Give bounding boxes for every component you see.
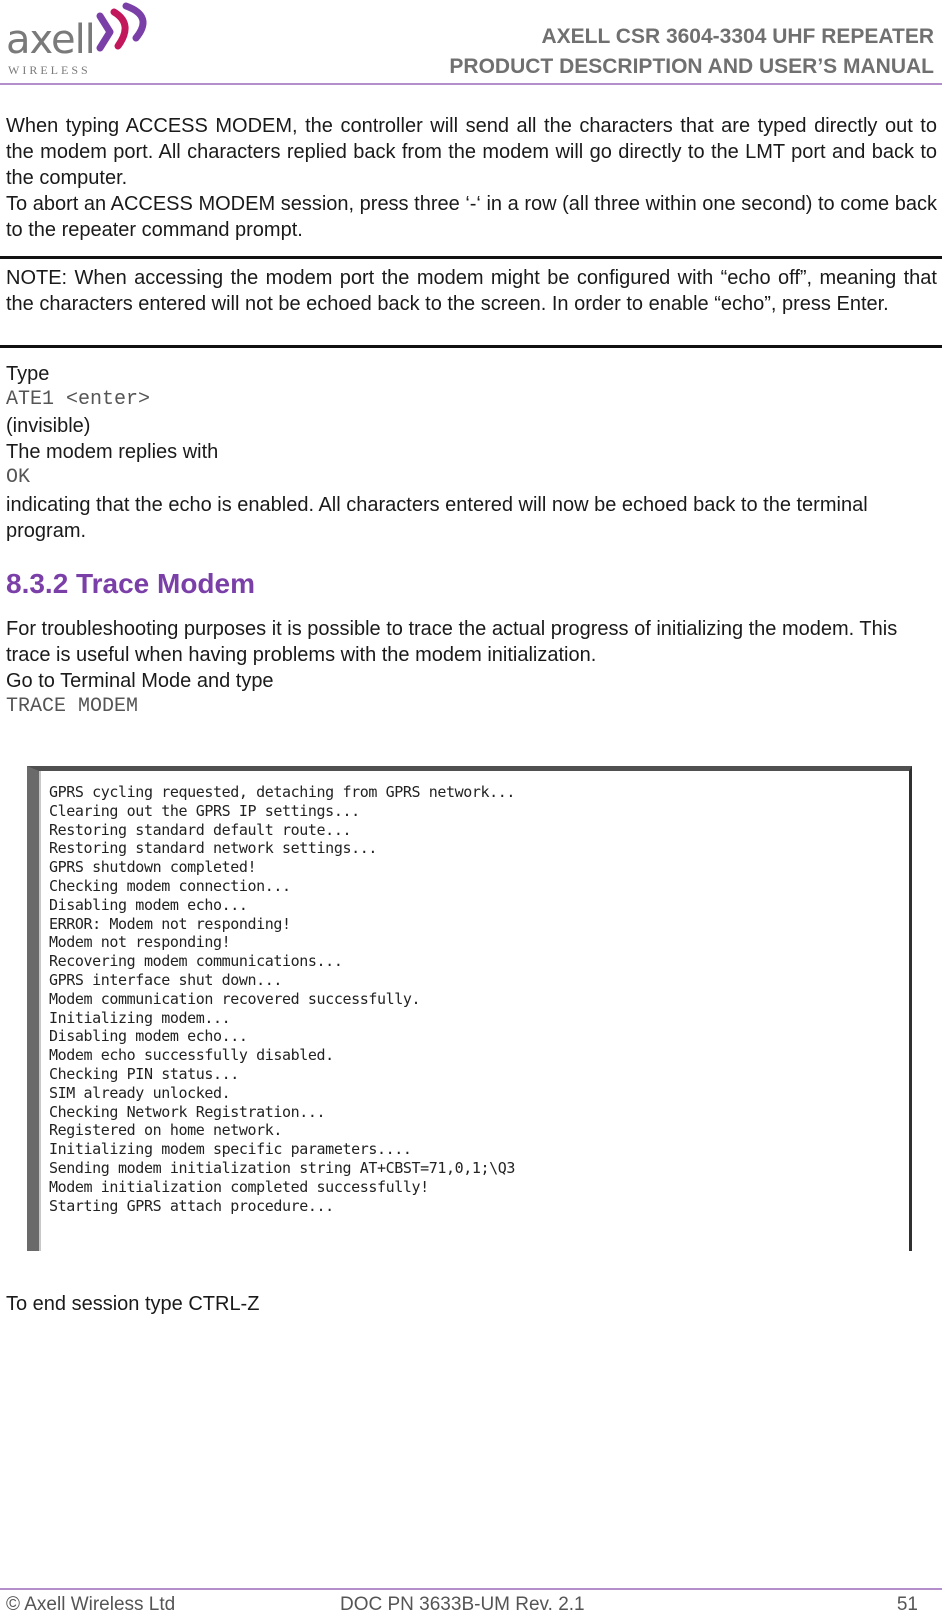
footer-doc-number: DOC PN 3633B-UM Rev. 2.1	[340, 1594, 585, 1615]
paragraph-access-modem: When typing ACCESS MODEM, the controller will send all the characters that are typed directly out to the modem port. All characters replied back from the modem will go directly to the LMT port and back to the computer.	[6, 115, 937, 189]
terminal-line: Checking modem connection...	[49, 876, 291, 895]
footer-page-number: 51	[896, 1594, 918, 1615]
header-divider	[0, 83, 942, 85]
paragraph-echo-enabled: indicating that the echo is enabled. All characters entered will now be echoed back to the terminal program.	[6, 494, 868, 542]
end-session-instruction: To end session type CTRL-Z	[6, 1293, 260, 1315]
terminal-line: Restoring standard default route...	[49, 820, 352, 839]
response-ok: OK	[6, 466, 31, 489]
invisible-note: (invisible)	[6, 415, 91, 437]
note-echo-off: NOTE: When accessing the modem port the modem might be configured with “echo off”, meaning that the characters entered will not be echoed back to the screen. In order to enable “echo”, press Enter.	[6, 267, 937, 315]
footer-divider	[0, 1588, 942, 1590]
terminal-line: Starting GPRS attach procedure...	[49, 1196, 334, 1215]
section-heading-trace-modem: 8.3.2 Trace Modem	[6, 568, 256, 599]
logo-subtitle: WIRELESS	[8, 63, 91, 77]
paragraph-abort-session: To abort an ACCESS MODEM session, press three ‘-‘ in a row (all three within one second) to come back to the repeater command prompt.	[6, 193, 937, 241]
terminal-screenshot	[27, 766, 912, 1251]
terminal-line: Checking Network Registration...	[49, 1102, 326, 1121]
terminal-line: Initializing modem specific parameters....	[49, 1140, 412, 1159]
paragraph-trace-purpose: For troubleshooting purposes it is possible to trace the actual progress of initializing the modem. This trace is useful when having problems with the modem initialization.	[6, 618, 898, 666]
terminal-line: Checking PIN status...	[49, 1064, 239, 1083]
footer-copyright: © Axell Wireless Ltd	[6, 1594, 176, 1615]
terminal-line: Recovering modem communications...	[49, 952, 343, 971]
terminal-line: Initializing modem...	[49, 1008, 231, 1027]
header-title	[449, 22, 934, 82]
terminal-line: Clearing out the GPRS IP settings...	[49, 801, 360, 820]
terminal-line: Registered on home network.	[49, 1121, 283, 1140]
go-terminal-label: Go to Terminal Mode and type	[6, 670, 274, 692]
type-label: Type	[6, 363, 50, 385]
terminal-line: Disabling modem echo...	[49, 895, 248, 914]
note-bottom-rule	[0, 345, 942, 348]
modem-replies-label: The modem replies with	[6, 441, 219, 463]
note-top-rule	[0, 256, 942, 259]
command-ate1: ATE1 <enter>	[6, 388, 151, 411]
terminal-line: GPRS shutdown completed!	[49, 858, 257, 877]
terminal-line: GPRS cycling requested, detaching from GPRS network...	[49, 783, 516, 801]
logo-wordmark: axell	[6, 17, 95, 63]
terminal-line: GPRS interface shut down...	[49, 970, 283, 989]
terminal-line: Modem not responding!	[49, 933, 231, 952]
terminal-line: ERROR: Modem not responding!	[49, 914, 291, 933]
terminal-line: SIM already unlocked.	[49, 1083, 231, 1102]
terminal-line: Modem echo successfully disabled.	[49, 1046, 334, 1065]
command-trace-modem: TRACE MODEM	[6, 695, 139, 718]
terminal-line: Sending modem initialization string AT+CBST=71,0,1;\Q3	[49, 1158, 516, 1177]
terminal-line: Disabling modem echo...	[49, 1027, 248, 1046]
terminal-line: Modem initialization completed successfully!	[49, 1177, 429, 1196]
terminal-output	[49, 783, 515, 1215]
header-title-line1: AXELL CSR 3604-3304 UHF REPEATER	[541, 25, 934, 48]
terminal-line: Modem communication recovered successfully.	[49, 989, 421, 1008]
axell-logo-icon	[96, 2, 156, 57]
header-title-line2: PRODUCT DESCRIPTION AND USER’S MANUAL	[449, 55, 934, 78]
terminal-line: Restoring standard network settings...	[49, 839, 377, 858]
